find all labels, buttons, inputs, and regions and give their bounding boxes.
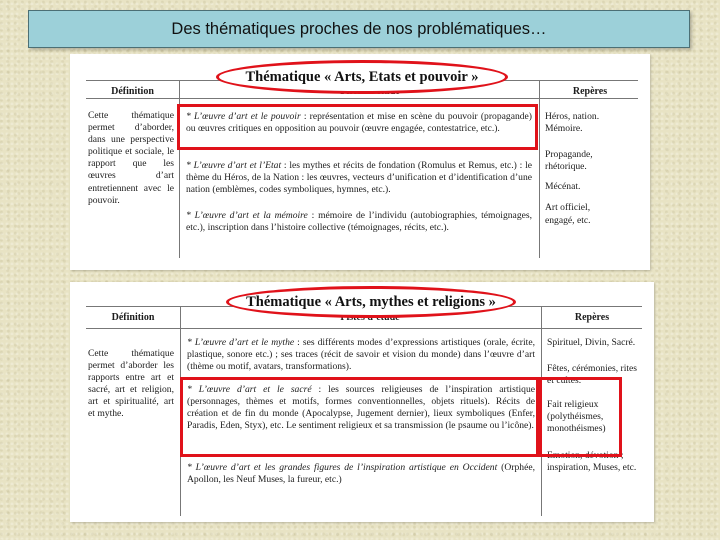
- thematic-title: Thématique « Arts, Etats et pouvoir »: [245, 68, 479, 85]
- highlight-box: [177, 104, 538, 150]
- highlight-box: [180, 377, 539, 457]
- header-reperes: Repères: [574, 312, 610, 323]
- table-header-line: [86, 98, 638, 99]
- reperes-list: [545, 111, 635, 227]
- piste-lead: * L’œuvre d’art et le mythe: [187, 337, 295, 348]
- repere-item: Spirituel, Divin, Sacré.: [547, 337, 636, 348]
- piste-item: [187, 337, 535, 373]
- piste-lead: * L’œuvre d’art et le pouvoir: [186, 111, 301, 122]
- piste-text: : les mythes et récits de fondation (Romulus et Remus, etc.) : le thème du Héros, de la Nation : les œuvres, vecteurs d’unification et d’identification d’une nation (emblèmes, codes symboliques, hymnes, etc.).: [186, 160, 532, 196]
- thematic-title: Thématique « Arts, mythes et religions »: [246, 293, 496, 310]
- piste-text: (Orphée, Apollon, les Neuf Muses, la fureur, etc.): [187, 462, 535, 486]
- piste-text: : représentation et mise en scène du pouvoir (propagande) ou œuvres critiques en opposition au pouvoir (œuvre engagée, contestatrice, etc.).: [186, 111, 532, 135]
- highlight-box: [539, 377, 622, 457]
- repere-item: Emotion, dévotion ; inspiration, Muses, etc.: [547, 449, 637, 473]
- header-definition: Définition: [111, 86, 154, 97]
- slide-title: Des thématiques proches de nos problématiques…: [171, 19, 547, 38]
- piste-lead: * L’œuvre d’art et l’Etat: [186, 160, 282, 171]
- repere-item: Héros, nation.: [545, 111, 600, 122]
- piste-lead: * L’œuvre d’art et les grandes figures de l’inspiration artistique en Occident: [187, 462, 498, 473]
- piste-item: [187, 462, 535, 486]
- thematic-title-oval: [216, 60, 508, 94]
- document-arts-mythes-religions: [70, 282, 654, 522]
- repere-item: Mécénat.: [545, 181, 581, 193]
- piste-item: [186, 210, 532, 234]
- column-divider: [539, 80, 540, 258]
- piste-text: : les sources religieuses de l’inspiration artistique (personnages, thèmes et motifs, formes conventionnelles, objets rituels). Récits de création et de fin du monde (Apocalypse, Jugement dernier), lieux symboliques (Enfer, Paradis, Eden, Styx), etc. Le sentiment religieux et sa transmission (le psaume ou l’icône).: [187, 384, 535, 432]
- piste-lead: * L’œuvre d’art et la mémoire: [186, 210, 308, 221]
- header-reperes: Repères: [572, 86, 608, 97]
- repere-item: Fait religieux (polythéismes, monothéismes): [547, 399, 606, 435]
- piste-item: [186, 160, 532, 196]
- thematic-title-oval: [226, 286, 516, 318]
- repere-item: rhétorique.: [545, 161, 587, 173]
- table-header-line: [86, 328, 642, 329]
- definition-text: Cette thématique permet d’aborder les rapports entre art et sacré, art et religion, art et spiritualité, art et mythe.: [88, 348, 174, 420]
- piste-text: : mémoire de l’individu (autobiographies, témoignages, etc.), inscription dans l’histoire collective (témoignages, récits, etc.).: [186, 210, 533, 234]
- repere-item: Propagande,: [545, 149, 593, 161]
- repere-item: Fêtes, cérémonies, rites et cultes.: [547, 363, 638, 387]
- header-definition: Définition: [111, 312, 155, 323]
- definition-text: Cette thématique permet d’aborder, dans une perspective politique et sociale, le rapport que les œuvres d’art entretiennent avec le pouvoir.: [88, 110, 174, 206]
- piste-text: : ses différents modes d’expressions artistiques (orale, écrite, plastique, sonore etc.) ; ses traces (récit de savoir et vision du monde) dans l’œuvre d’art (thème ou motif, avatars, transformations).: [187, 337, 535, 373]
- slide-title-bar: [28, 10, 690, 48]
- document-arts-etats-pouvoir: [70, 54, 650, 270]
- repere-item: engagé, etc.: [545, 214, 591, 226]
- repere-item: Art officiel,: [545, 202, 591, 214]
- piste-lead: * L’œuvre d’art et le sacré: [187, 384, 312, 395]
- repere-item: Mémoire.: [545, 123, 583, 135]
